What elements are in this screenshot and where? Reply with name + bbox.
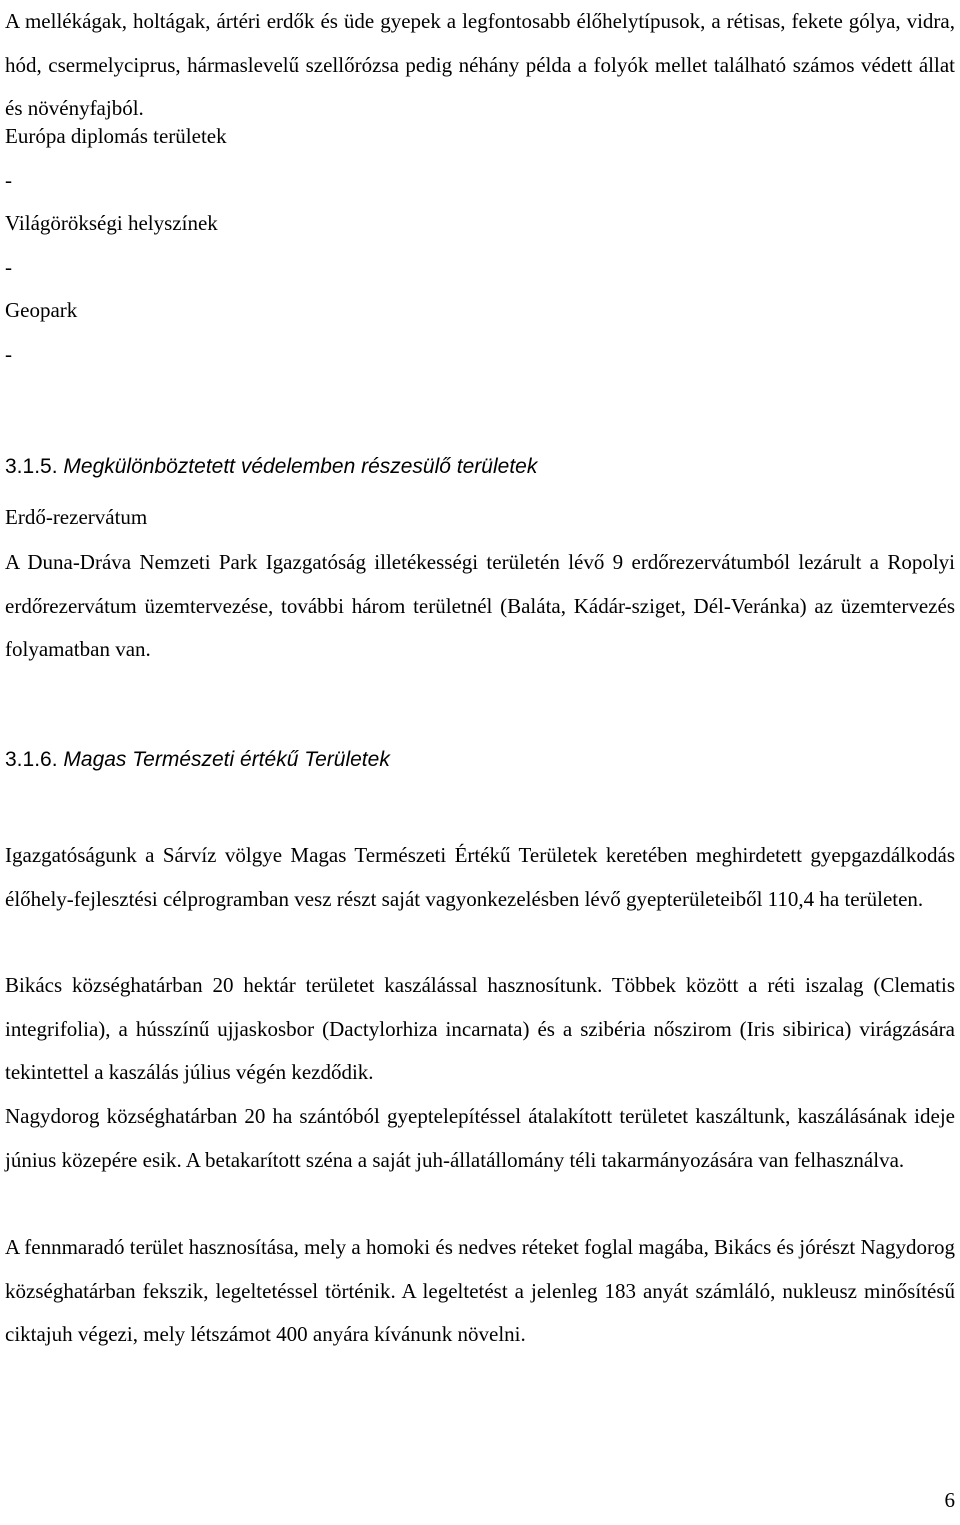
section-heading-316 <box>5 748 390 772</box>
section-315-paragraph: A Duna-Dráva Nemzeti Park Igazgatóság illetékességi területén lévő 9 erdőrezervátumból lezárult a Ropolyi erdőrezervátum üzemtervezése, további három területnél (Baláta, Kádár-sziget, Dél-Veránka) az üzemtervezés folyamatban van. <box>5 550 955 661</box>
section-title: Megkülönböztetett védelemben részesülő területek <box>63 455 538 478</box>
section-number: 3.1.6. <box>5 748 58 771</box>
section-heading-315 <box>5 455 537 479</box>
list-item-label: Európa diplomás területek <box>5 124 227 148</box>
section-316-paragraph-2: Bikács községhatárban 20 hektár területet kaszálással hasznosítunk. Többek között a réti iszalag (Clematis integrifolia), a hússzínű ujjaskosbor (Dactylorhiza incarnata) és a szibéria nőszirom (Iris sibirica) virágzására tekintettel a kaszálás július végén kezdődik. <box>5 973 955 1084</box>
list-item-value: - <box>5 168 12 192</box>
section-title: Magas Természeti értékű Területek <box>63 748 390 771</box>
list-item-label: Geopark <box>5 298 78 322</box>
list-item-label: Világörökségi helyszínek <box>5 211 218 235</box>
intro-paragraph: A mellékágak, holtágak, ártéri erdők és üde gyepek a legfontosabb élőhelytípusok, a rétisas, fekete gólya, vidra, hód, csermelyciprus, hármaslevelű szellőrózsa pedig néhány példa a folyók mellet található számos védett állat és növényfajból. <box>5 9 955 120</box>
list-item-value: - <box>5 255 12 279</box>
section-number: 3.1.5. <box>5 455 58 478</box>
section-316-paragraph-4: A fennmaradó terület hasznosítása, mely a homoki és nedves réteket foglal magába, Bikács és jórészt Nagydorog községhatárban fekszik, legeltetéssel történik. A legeltetést a jelenleg 183 anyát számláló, nukleusz minősítésű ciktajuh végezi, mely létszámot 400 anyára kívánunk növelni. <box>5 1235 955 1346</box>
list-item-value: - <box>5 342 12 366</box>
section-316-paragraph-1: Igazgatóságunk a Sárvíz völgye Magas Természeti Értékű Területek keretében meghirdetett gyepgazdálkodás élőhely-fejlesztési célprogramban vesz részt saját vagyonkezelésben lévő gyepterületeiből 110,4 ha területen. <box>5 843 955 911</box>
page-number: 6 <box>944 1488 955 1512</box>
section-316-paragraph-3: Nagydorog községhatárban 20 ha szántóból gyeptelepítéssel átalakított területet kaszáltunk, kaszálásának ideje június közepére esik. A betakarított széna a saját juh-állatállomány téli takarmányozására van felhasználva. <box>5 1104 955 1172</box>
section-subtitle: Erdő-rezervátum <box>5 505 148 529</box>
